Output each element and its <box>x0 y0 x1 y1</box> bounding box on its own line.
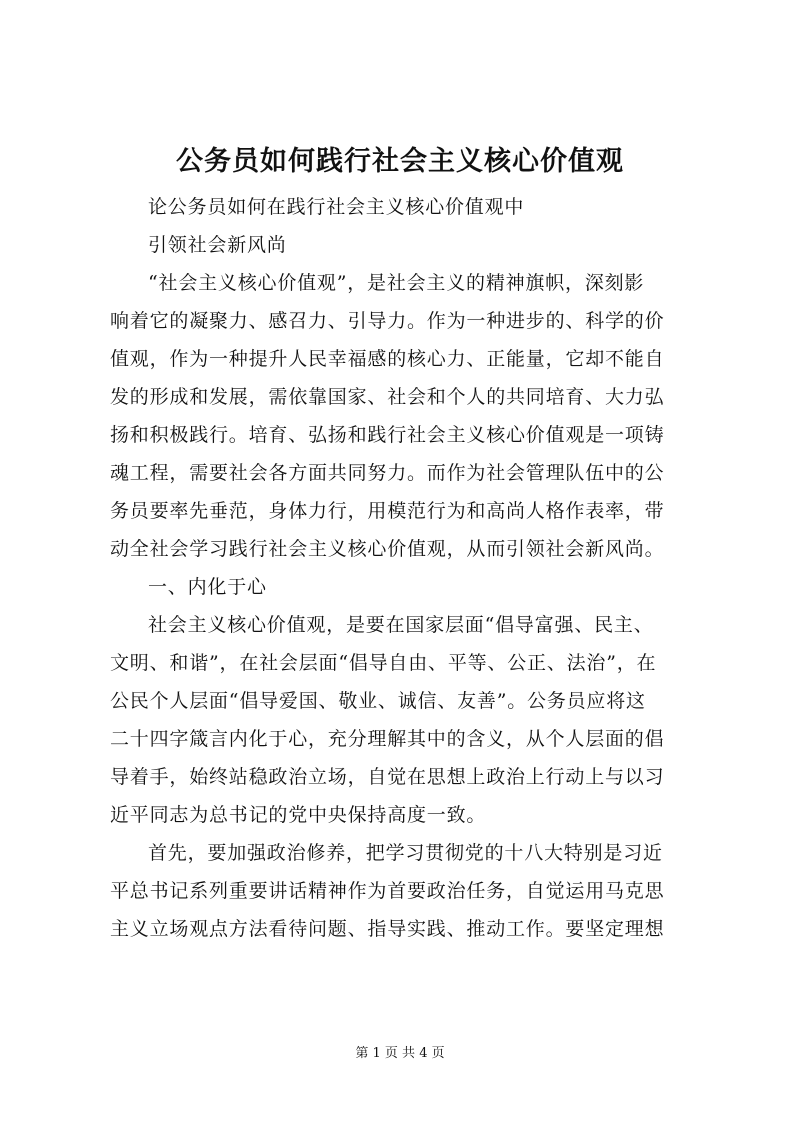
paragraph-1-line: 扬和积极践行。培育、弘扬和践行社会主义核心价值观是一项铸 <box>110 424 665 446</box>
page-footer: 第 1 页 共 4 页 <box>355 1046 445 1061</box>
paragraph-1-line: 值观，作为一种提升人民幸福感的核心力、正能量，它却不能自 <box>110 348 665 370</box>
paragraph-2-line: 文明、和谐”，在社会层面“倡导自由、平等、公正、法治”，在 <box>110 652 657 674</box>
paragraph-1-line: 务员要率先垂范，身体力行，用模范行为和高尚人格作表率，带 <box>110 500 665 522</box>
paragraph-1-line: 发的形成和发展，需依靠国家、社会和个人的共同培育、大力弘 <box>110 386 665 408</box>
paragraph-2-line: 导着手，始终站稳政治立场，自觉在思想上政治上行动上与以习 <box>110 766 665 788</box>
paragraph-3-line: 平总书记系列重要讲话精神作为首要政治任务，自觉运用马克思 <box>110 880 665 902</box>
paragraph-2-line: 公民个人层面“倡导爱国、敬业、诚信、友善”。公务员应将这 <box>110 690 646 712</box>
paragraph-1-line: 动全社会学习践行社会主义核心价值观，从而引领社会新风尚。 <box>110 538 665 560</box>
paragraph-2-line: 二十四字箴言内化于心，充分理解其中的含义，从个人层面的倡 <box>110 728 665 750</box>
section-heading: 一、内化于心 <box>148 576 267 598</box>
document-title: 公务员如何践行社会主义核心价值观 <box>176 146 624 177</box>
paragraph-2-line: 近平同志为总书记的党中央保持高度一致。 <box>110 804 487 826</box>
paragraph-3-line: 主义立场观点方法看待问题、指导实践、推动工作。要坚定理想 <box>110 918 665 940</box>
paragraph-2-line: 社会主义核心价值观，是要在国家层面“倡导富强、民主、 <box>148 614 654 636</box>
subtitle-line-2: 引领社会新风尚 <box>148 234 287 256</box>
subtitle-line-1: 论公务员如何在践行社会主义核心价值观中 <box>148 196 525 218</box>
paragraph-1-line: 魂工程，需要社会各方面共同努力。而作为社会管理队伍中的公 <box>110 462 665 484</box>
paragraph-3-line: 首先，要加强政治修养，把学习贯彻党的十八大特别是习近 <box>148 842 663 864</box>
paragraph-1-line: 响着它的凝聚力、感召力、引导力。作为一种进步的、科学的价 <box>110 310 665 332</box>
paragraph-1-line: “社会主义核心价值观”，是社会主义的精神旗帜，深刻影 <box>148 272 645 294</box>
